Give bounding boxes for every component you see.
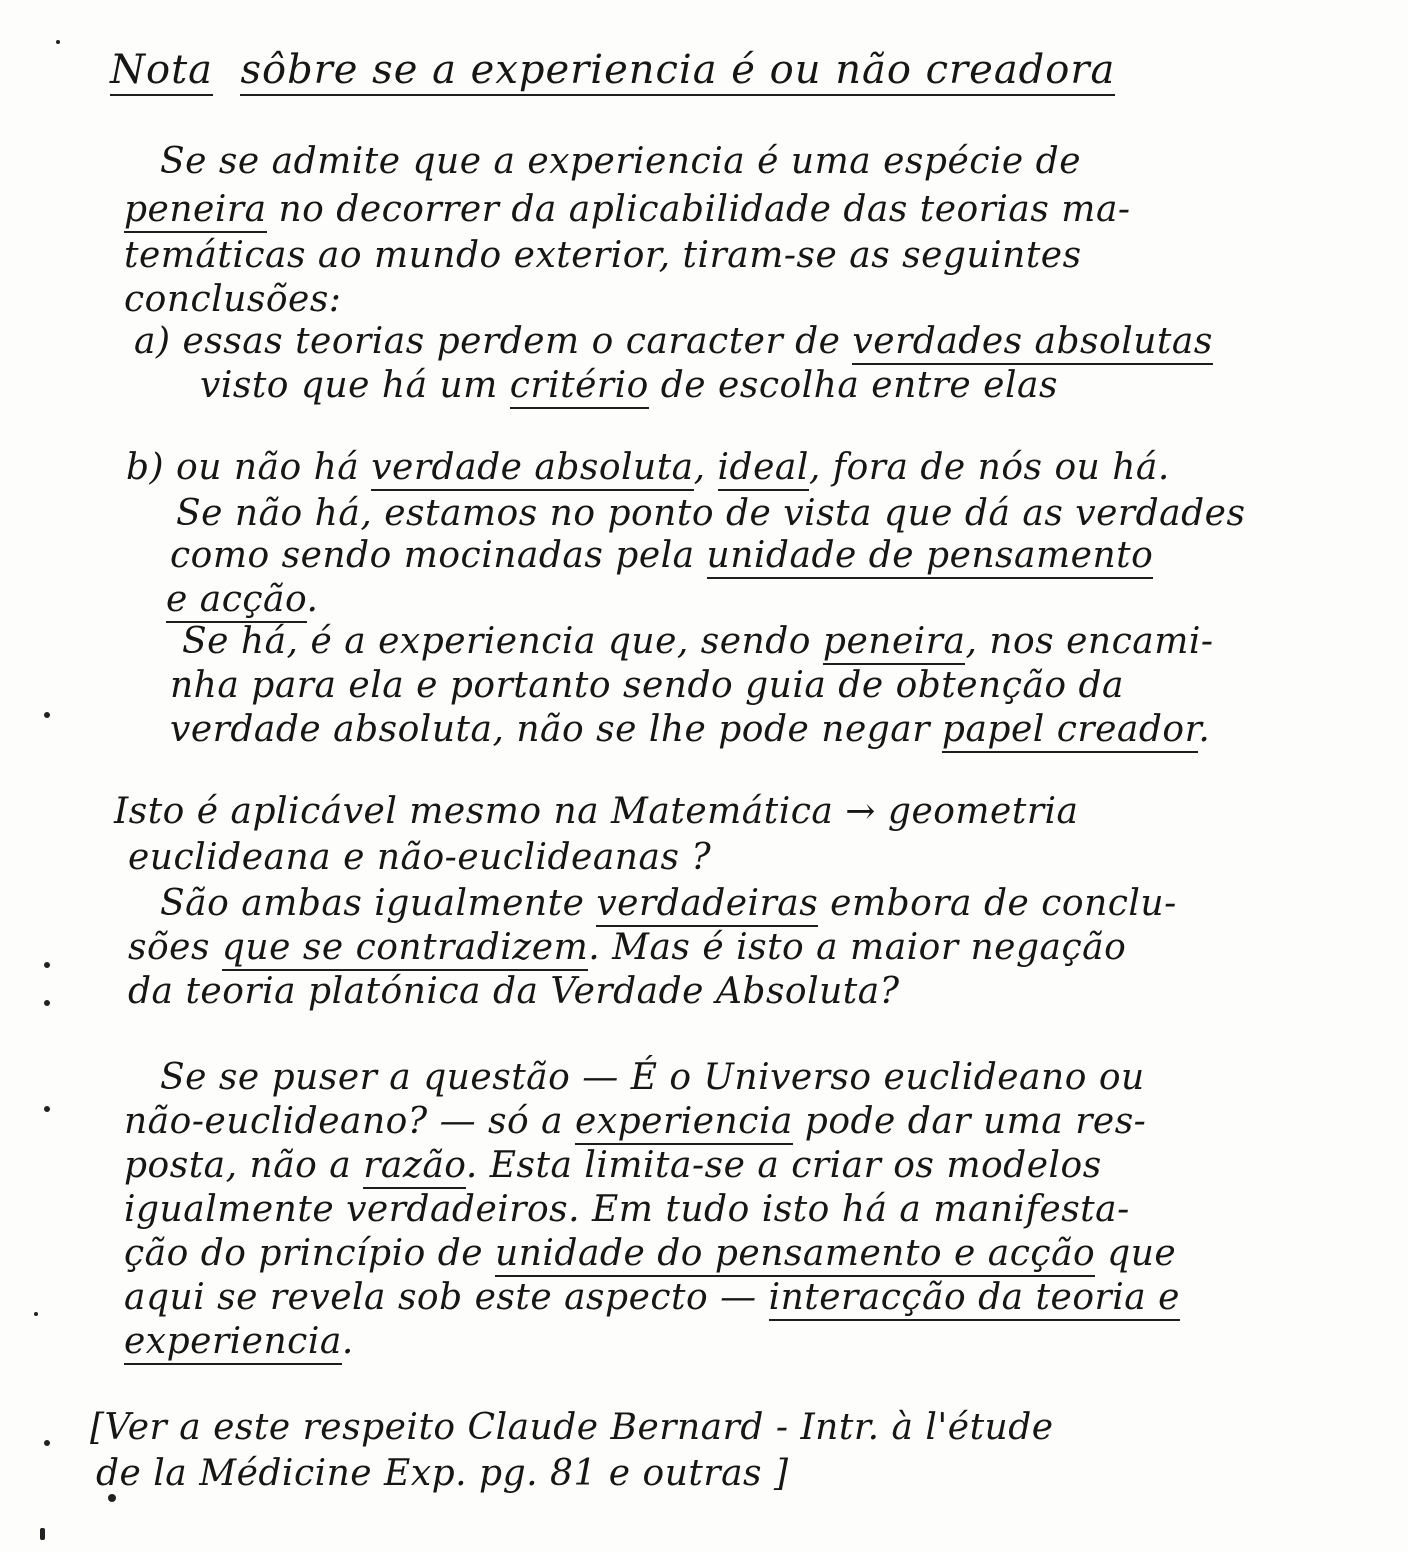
underlined-term: papel creador [942, 709, 1198, 753]
scan-speck [108, 1494, 116, 1502]
p1-line-3: temáticas ao mundo exterior, tiram-se as seguintes [124, 235, 1082, 276]
title-head: Nota [110, 47, 213, 96]
item-a-line-1: a) essas teorias perdem o caracter de verdades absolutas [134, 320, 1213, 364]
scan-speck [44, 1440, 50, 1446]
title-rest: sôbre se a experiencia é ou não creadora [240, 47, 1115, 96]
item-a-line-2: visto que há um critério de escolha entre elas [200, 364, 1058, 408]
reference-line-1: [Ver a este respeito Claude Bernard - Intr. à l'étude [90, 1407, 1054, 1448]
scan-speck [44, 1106, 50, 1112]
p2-line-4: sões que se contradizem. Mas é isto a maior negação [128, 926, 1126, 970]
item-b-line-3: como sendo mocinadas pela unidade de pensamento [170, 534, 1153, 578]
underlined-term: peneira [823, 621, 966, 665]
item-b-line-1: b) ou não há verdade absoluta, ideal, fora de nós ou há. [126, 446, 1170, 490]
p3-line-6: aqui se revela sob este aspecto — interacção da teoria e [124, 1276, 1180, 1320]
underlined-term: experiencia [124, 1321, 342, 1365]
underlined-term: verdades absolutas [852, 321, 1212, 365]
underlined-term: e acção [166, 579, 307, 623]
underlined-term: critério [510, 365, 649, 409]
scan-speck [34, 1312, 38, 1316]
underlined-term: unidade de pensamento [707, 535, 1154, 579]
p2-line-2: euclideana e não-euclideanas ? [128, 837, 712, 878]
underlined-term: razão [363, 1145, 466, 1189]
item-b-line-2: Se não há, estamos no ponto de vista que dá as verdades [176, 493, 1246, 534]
scan-speck [40, 1528, 45, 1540]
p2-line-5: da teoria platónica da Verdade Absoluta? [128, 971, 900, 1012]
p1-line-4: conclusões: [124, 279, 342, 320]
underlined-term: experiencia [575, 1101, 793, 1145]
p1-line-1: Se se admite que a experiencia é uma espécie de [160, 141, 1082, 182]
underlined-term: verdadeiras [596, 883, 818, 927]
underlined-term: ideal [718, 447, 809, 491]
p3-line-5: ção do princípio de unidade do pensamento e acção que [124, 1232, 1176, 1276]
underlined-term: que se contradizem [222, 927, 588, 971]
underlined-term: interacção da teoria e [769, 1277, 1180, 1321]
scan-speck [44, 1000, 50, 1006]
item-b-line-4: e acção. [166, 578, 319, 622]
underlined-term: verdade absoluta [371, 447, 693, 491]
p1-line-2: peneira no decorrer da aplicabilidade das teorias ma- [124, 188, 1131, 232]
scan-speck [44, 712, 50, 718]
item-b-line-6: nha para ela e portanto sendo guia de obtenção da [170, 665, 1124, 706]
underlined-term: unidade do pensamento e acção [495, 1233, 1095, 1277]
p3-line-1: Se se puser a questão — É o Universo euclideano ou [160, 1057, 1145, 1098]
item-b-line-7: verdade absoluta, não se lhe pode negar papel creador. [170, 708, 1210, 752]
p3-line-4: igualmente verdadeiros. Em tudo isto há a manifesta- [124, 1189, 1130, 1230]
underlined-term: peneira [124, 189, 267, 233]
p3-line-2: não-euclideano? — só a experiencia pode dar uma res- [124, 1100, 1146, 1144]
p2-line-1: Isto é aplicável mesmo na Matemática → geometria [114, 791, 1079, 832]
p2-line-3: São ambas igualmente verdadeiras embora de conclu- [160, 882, 1177, 926]
scan-speck [56, 40, 60, 44]
note-title [110, 48, 1115, 92]
p3-line-3: posta, não a razão. Esta limita-se a criar os modelos [124, 1144, 1102, 1188]
reference-line-2: de la Médicine Exp. pg. 81 e outras ] [96, 1453, 789, 1494]
scan-speck [44, 962, 50, 968]
p3-line-7: experiencia. [124, 1320, 354, 1364]
item-b-line-5: Se há, é a experiencia que, sendo peneira, nos encami- [182, 620, 1214, 664]
